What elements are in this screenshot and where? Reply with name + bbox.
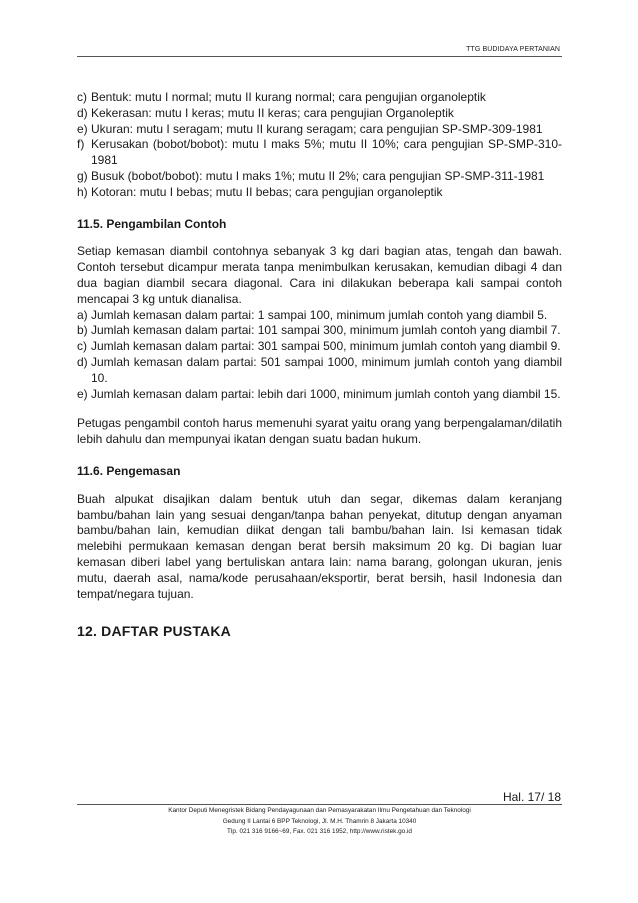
- page-number: Hal. 17/ 18: [502, 790, 561, 804]
- list-marker: a): [77, 307, 88, 322]
- list-item-text: Jumlah kemasan dalam partai: 501 sampai 1000, minimum jumlah contoh yang diambil 10.: [91, 354, 562, 385]
- section-heading-sampling: 11.5. Pengambilan Contoh: [77, 216, 227, 231]
- page-content: [77, 90, 562, 640]
- list-item-text: Jumlah kemasan dalam partai: 101 sampai 300, minimum jumlah contoh yang diambil 7.: [91, 323, 561, 338]
- list-item: [77, 106, 562, 122]
- list-marker: f): [77, 137, 85, 152]
- list-item: [77, 323, 562, 339]
- section-heading-packaging: 11.6. Pengemasan: [77, 463, 181, 478]
- list-item: [77, 308, 562, 324]
- running-header: TTG BUDIDAYA PERTANIAN: [466, 46, 560, 53]
- list-item: [77, 185, 562, 201]
- list-item-text: Jumlah kemasan dalam partai: lebih dari 1000, minimum jumlah contoh yang diambil 15.: [91, 386, 561, 401]
- list-item: [77, 169, 562, 185]
- list-item-text: Kekerasan: mutu I keras; mutu II keras; cara pengujian Organoleptik: [91, 105, 454, 120]
- list-item-text: Busuk (bobot/bobot): mutu I maks 1%; mutu II 2%; cara pengujian SP-SMP-311-1981: [91, 168, 545, 183]
- footer-line-office: Kantor Deputi Menegristek Bidang Pendayagunaan dan Pemasyarakatan Ilmu Pengetahuan dan Teknologi: [168, 807, 471, 814]
- list-item: [77, 387, 562, 403]
- packaging-paragraph: Buah alpukat disajikan dalam bentuk utuh dan segar, dikemas dalam keranjang bambu/bahan lain yang sesuai dengan/tanpa bahan penyekat, ditutup dengan anyaman bambu/bahan lain, kemudian diikat dengan tali bambu/bahan lain. Isi kemasan tidak melebihi permukaan kemasan dengan berat bersih maksimum 20 kg. Di bagian luar kemasan diberi label yang bertuliskan antara lain: nama barang, golongan ukuran, jenis mutu, daerah asal, nama/kode perusahaan/eksportir, berat bersih, hasil Indonesia dan tempat/negara tujuan.: [77, 491, 562, 601]
- list-item: [77, 355, 562, 387]
- footer-divider: [77, 804, 562, 805]
- list-marker: c): [77, 90, 87, 104]
- list-marker: e): [77, 121, 88, 136]
- list-marker: e): [77, 386, 88, 401]
- list-item: [77, 339, 562, 355]
- quality-criteria-list: [77, 90, 562, 201]
- list-item-text: Bentuk: mutu I normal; mutu II kurang normal; cara pengujian organoleptik: [91, 90, 486, 104]
- page-footer: [77, 806, 562, 838]
- list-item: [77, 137, 562, 169]
- footer-line-address: Gedung II Lantai 6 BPP Teknologi, Jl. M.H. Thamrin 8 Jakarta 10340: [222, 817, 417, 825]
- list-marker: h): [77, 184, 88, 199]
- list-item: [77, 122, 562, 138]
- chapter-heading-references: 12. DAFTAR PUSTAKA: [77, 623, 231, 640]
- sampling-list: [77, 308, 562, 403]
- list-item-text: Ukuran: mutu I seragam; mutu II kurang seragam; cara pengujian SP-SMP-309-1981: [91, 121, 543, 136]
- list-item-text: Kotoran: mutu I bebas; mutu II bebas; cara pengujian organoleptik: [91, 184, 443, 199]
- footer-line-contact: Tlp. 021 316 9166~69, Fax. 021 316 1952, http://www.ristek.go.id: [227, 828, 412, 835]
- spacer: [77, 402, 562, 416]
- sampling-intro-paragraph: Setiap kemasan diambil contohnya sebanyak 3 kg dari bagian atas, tengah dan bawah. Contoh tersebut dicampur merata tanpa menimbulkan kerusakan, kemudian dibagi 4 dan dua bagian diambil secara diagonal. Cara ini dilakukan beberapa kali sampai contoh mencapai 3 kg untuk dianalisa.: [77, 244, 562, 306]
- list-marker: d): [77, 354, 88, 369]
- list-marker: c): [77, 339, 87, 354]
- list-item-text: Jumlah kemasan dalam partai: 1 sampai 100, minimum jumlah contoh yang diambil 5.: [91, 307, 548, 322]
- list-marker: b): [77, 323, 88, 338]
- list-marker: g): [77, 168, 88, 183]
- header-divider: [77, 56, 562, 57]
- list-marker: d): [77, 105, 88, 120]
- list-item-text: Jumlah kemasan dalam partai: 301 sampai 500, minimum jumlah contoh yang diambil 9.: [91, 339, 561, 354]
- list-item-text: Kerusakan (bobot/bobot): mutu I maks 5%; mutu II 10%; cara pengujian SP-SMP-310-1981: [91, 137, 562, 168]
- sampling-closing-paragraph: Petugas pengambil contoh harus memenuhi syarat yaitu orang yang berpengalaman/dilatih lebih dahulu dan mempunyai ikatan dengan suatu badan hukum.: [77, 416, 562, 447]
- list-item: [77, 90, 562, 106]
